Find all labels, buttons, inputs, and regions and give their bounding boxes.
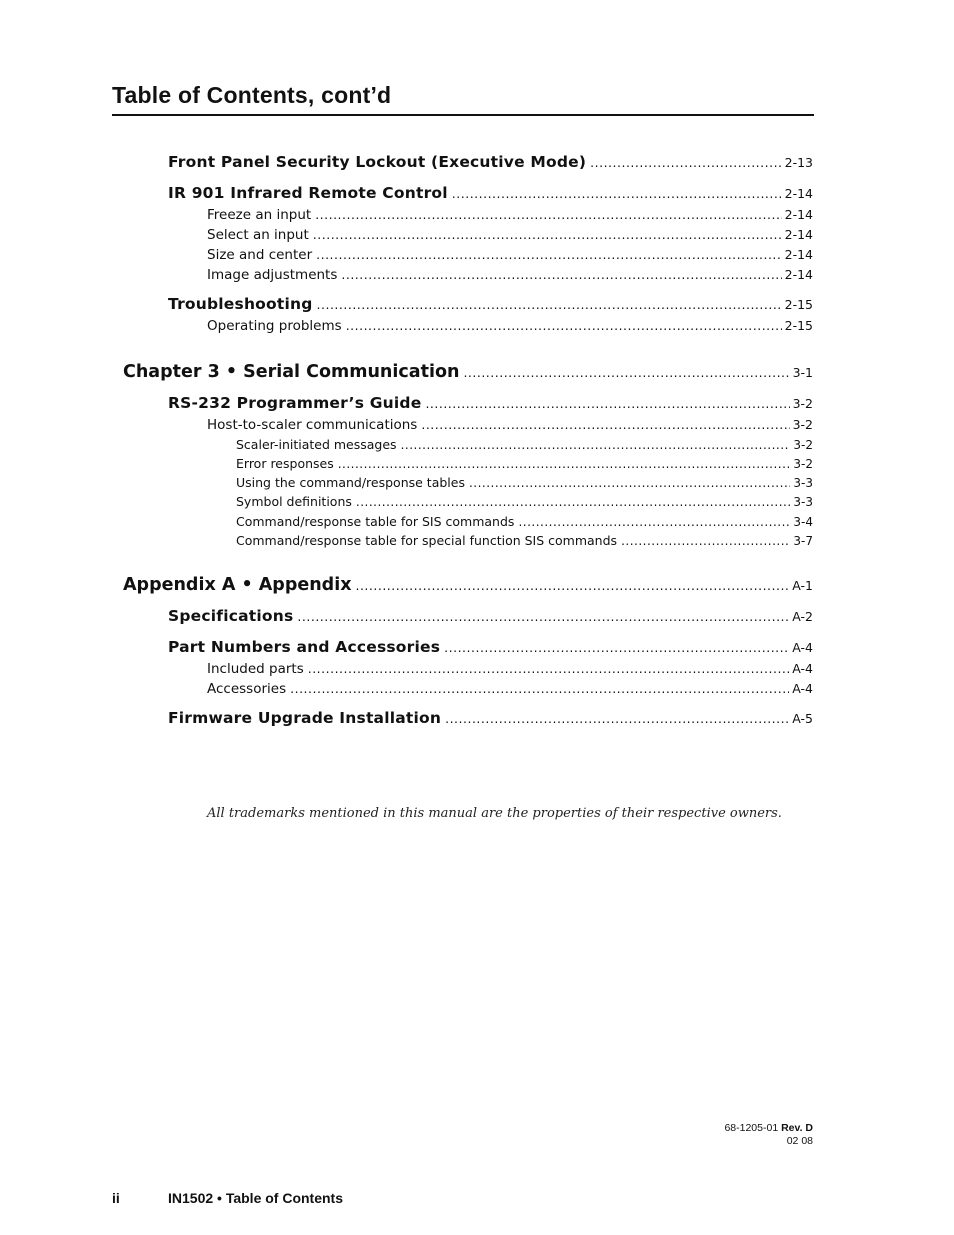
toc-page-number: 2-14 [784, 207, 813, 222]
toc-entry-label: Symbol definitions [236, 494, 352, 509]
toc-page-number: 3-4 [793, 515, 813, 529]
toc-entry-appendix-a[interactable] [123, 575, 813, 595]
toc-entry-label: Specifications [168, 607, 294, 625]
title-rule [112, 114, 814, 116]
toc-page-number: A-4 [792, 661, 813, 676]
toc-entry-part-numbers[interactable] [168, 638, 813, 656]
footer-page-number: ii [112, 1190, 120, 1206]
toc-entry-label: Troubleshooting [168, 295, 313, 313]
toc-leader-dots [346, 318, 782, 333]
toc-leader-dots [425, 396, 789, 411]
toc-page-number: 3-1 [792, 365, 813, 380]
toc-page-number: 3-2 [792, 417, 813, 432]
toc-entry-freeze-input[interactable] [207, 207, 813, 223]
toc-entry-label: Host-to-scaler communications [207, 417, 418, 433]
toc-leader-dots [452, 186, 782, 201]
toc-page-number: 2-14 [784, 227, 813, 242]
doc-number: 68-1205-01 [724, 1122, 779, 1134]
toc-entry-label: Part Numbers and Accessories [168, 638, 441, 656]
toc-entry-special-function-table[interactable] [236, 533, 813, 548]
toc-leader-dots [445, 711, 789, 726]
toc-leader-dots [469, 476, 790, 490]
toc-entry-label: Using the command/response tables [236, 475, 465, 490]
toc-page-number: 3-3 [793, 476, 813, 490]
toc-entry-label: Scaler-initiated messages [236, 437, 397, 452]
toc-page-number: 3-3 [793, 495, 813, 509]
toc-entry-specifications[interactable] [168, 607, 813, 625]
toc-entry-rs232-guide[interactable] [168, 394, 813, 412]
toc-leader-dots [341, 267, 781, 282]
footer-title: IN1502 • Table of Contents [168, 1190, 344, 1206]
revision-line [724, 1122, 813, 1135]
toc-leader-dots [297, 609, 789, 624]
toc-leader-dots [315, 207, 781, 222]
toc-leader-dots [356, 495, 791, 509]
toc-entry-label: RS-232 Programmer’s Guide [168, 394, 422, 412]
toc-entry-label: Command/response table for special function SIS commands [236, 533, 618, 548]
toc-entry-select-input[interactable] [207, 227, 813, 243]
toc-leader-dots [317, 297, 782, 312]
toc-entry-image-adjustments[interactable] [207, 267, 813, 283]
toc-entry-label: Operating problems [207, 318, 342, 334]
page-title: Table of Contents, cont’d [112, 82, 392, 108]
toc-leader-dots [401, 438, 791, 452]
toc-entry-label: Accessories [207, 681, 287, 697]
toc-entry-label: IR 901 Infrared Remote Control [168, 184, 448, 202]
toc-page-number: A-1 [792, 578, 813, 593]
toc-leader-dots [621, 534, 790, 548]
toc-page-number: 2-15 [784, 318, 813, 333]
toc-page-number: A-4 [792, 681, 813, 696]
toc-entry-troubleshooting[interactable] [168, 295, 813, 313]
toc-leader-dots [421, 417, 789, 432]
toc-entry-label: Select an input [207, 227, 309, 243]
toc-page-number: A-4 [792, 640, 813, 655]
toc-entry-symbol-definitions[interactable] [236, 494, 813, 509]
toc-entry-operating-problems[interactable] [207, 318, 813, 334]
toc-leader-dots [590, 155, 781, 170]
toc-entry-scaler-initiated[interactable] [236, 437, 813, 452]
toc-entry-label: Error responses [236, 456, 334, 471]
trademark-note: All trademarks mentioned in this manual are the properties of their respective owners. [207, 806, 782, 821]
toc-entry-label: Appendix A • Appendix [123, 575, 352, 595]
toc-page-number: 2-13 [784, 155, 813, 170]
toc-leader-dots [290, 681, 789, 696]
toc-entry-error-responses[interactable] [236, 456, 813, 471]
toc-page-number: 3-2 [793, 457, 813, 471]
toc-page-number: A-5 [792, 711, 813, 726]
toc-entry-firmware-upgrade[interactable] [168, 709, 813, 727]
toc-page-number: 2-15 [784, 297, 813, 312]
toc-entry-label: Included parts [207, 661, 304, 677]
toc-entry-label: Front Panel Security Lockout (Executive Mode) [168, 153, 587, 171]
toc-leader-dots [355, 578, 789, 593]
toc-page-number: 2-14 [784, 186, 813, 201]
toc-entry-label: Image adjustments [207, 267, 338, 283]
toc-page-number: 3-2 [792, 396, 813, 411]
toc-entry-label: Chapter 3 • Serial Communication [123, 362, 460, 382]
toc-leader-dots [316, 247, 781, 262]
toc-page-number: 2-14 [784, 267, 813, 282]
toc-page-number: 3-2 [793, 438, 813, 452]
toc-entry-ir-901-remote[interactable] [168, 184, 813, 202]
toc-leader-dots [308, 661, 790, 676]
toc-leader-dots [444, 640, 789, 655]
toc-page-number: 3-7 [793, 534, 813, 548]
toc-entry-label: Size and center [207, 247, 313, 263]
toc-page-number: A-2 [792, 609, 813, 624]
toc-entry-label: Firmware Upgrade Installation [168, 709, 442, 727]
toc-leader-dots [313, 227, 782, 242]
revision-block [724, 1122, 813, 1148]
toc-entry-size-center[interactable] [207, 247, 813, 263]
toc-entry-using-tables[interactable] [236, 475, 813, 490]
toc-page-number: 2-14 [784, 247, 813, 262]
toc-entry-label: Command/response table for SIS commands [236, 514, 515, 529]
revision-date: 02 08 [786, 1135, 813, 1147]
toc-entry-accessories[interactable] [207, 681, 813, 697]
toc-leader-dots [518, 515, 790, 529]
toc-entry-label: Freeze an input [207, 207, 312, 223]
toc-leader-dots [338, 457, 791, 471]
toc-entry-included-parts[interactable] [207, 661, 813, 677]
revision-label: Rev. D [781, 1122, 813, 1134]
toc-entry-sis-commands-table[interactable] [236, 514, 813, 529]
toc-leader-dots [463, 365, 789, 380]
toc-entry-chapter-3[interactable] [123, 362, 813, 382]
toc-entry-host-to-scaler[interactable] [207, 417, 813, 433]
toc-entry-front-panel-security-lockout[interactable] [168, 153, 813, 171]
